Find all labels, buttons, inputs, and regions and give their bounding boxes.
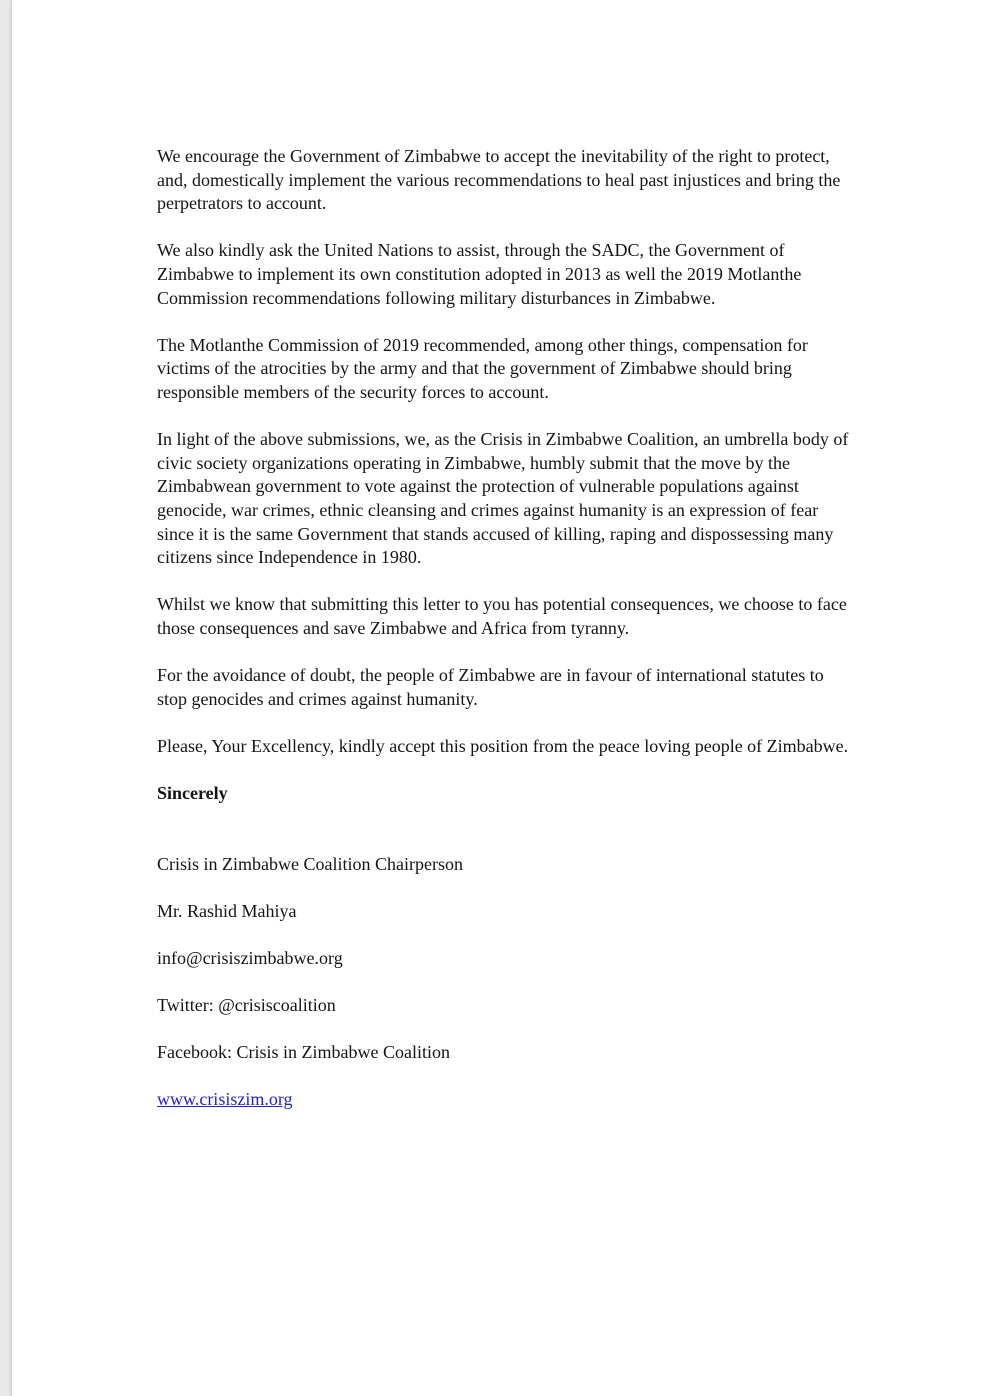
paragraph-avoidance-of-doubt: For the avoidance of doubt, the people of Zimbabwe are in favour of international statutes to stop genocides and crimes against humanity. bbox=[157, 665, 824, 709]
letter-body bbox=[157, 145, 857, 1135]
document-page bbox=[12, 0, 994, 1396]
paragraph-motlanthe-commission: The Motlanthe Commission of 2019 recommended, among other things, compensation for victims of the atrocities by the army and that the government of Zimbabwe should bring responsible members of the security forces to account. bbox=[157, 334, 808, 402]
contact-email: info@crisiszimbabwe.org bbox=[157, 947, 343, 968]
signatory-name: Mr. Rashid Mahiya bbox=[157, 900, 297, 921]
website-link[interactable]: www.crisiszim.org bbox=[157, 1089, 293, 1110]
paragraph-consequences: Whilst we know that submitting this letter to you has potential consequences, we choose to face those consequences and save Zimbabwe and Africa from tyranny. bbox=[157, 594, 847, 638]
contact-facebook: Facebook: Crisis in Zimbabwe Coalition bbox=[157, 1042, 450, 1062]
website-line bbox=[157, 1088, 857, 1112]
paragraph-un-request: We also kindly ask the United Nations to assist, through the SADC, the Government of Zimbabwe to implement its own constitution adopted in 2013 as well the 2019 Motlanthe Commission recommendations following military disturbances in Zimbabwe. bbox=[157, 240, 802, 308]
contact-twitter: Twitter: @crisiscoalition bbox=[157, 994, 336, 1015]
signature-block bbox=[157, 853, 857, 1112]
closing-sincerely: Sincerely bbox=[157, 783, 228, 804]
paragraph-submissions: In light of the above submissions, we, as the Crisis in Zimbabwe Coalition, an umbrella body of civic society organizations operating in Zimbabwe, humbly submit that the move by the Zimbabwean government to vote against the protection of vulnerable populations against genocide, war crimes, ethnic cleansing and crimes against humanity is an expression of fear since it is the same Government that stands accused of killing, raping and dispossessing many citizens since Independence in 1980. bbox=[157, 429, 849, 568]
paragraph-right-to-protect: We encourage the Government of Zimbabwe to accept the inevitability of the right to protect, and, domestically implement the various recommendations to heal past injustices and bring the perpetrators to account. bbox=[157, 146, 841, 214]
paragraph-excellency: Please, Your Excellency, kindly accept this position from the peace loving people of Zimbabwe. bbox=[157, 735, 849, 756]
signatory-title: Crisis in Zimbabwe Coalition Chairperson bbox=[157, 853, 463, 874]
